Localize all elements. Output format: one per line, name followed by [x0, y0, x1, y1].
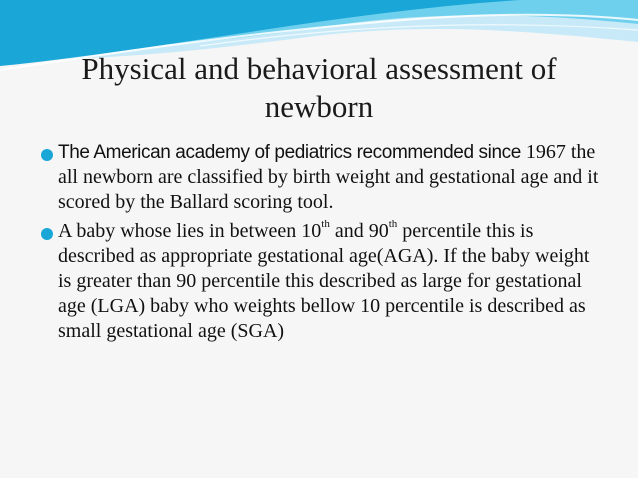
- bullet-dot-icon: [41, 228, 53, 240]
- bullet-1-text: 1967 the all newborn are classified by birth weight and gestational age and it scored by the Ballard scoring tool.: [58, 141, 599, 213]
- bullet-2-text-part2: and 90: [329, 220, 389, 242]
- bullet-item-gestational-age: [42, 219, 602, 344]
- bullet-2-sup1: th: [321, 218, 330, 231]
- bullet-1-lead: The American academy of pediatrics recommended since: [58, 142, 521, 163]
- bullet-2-sup2: th: [388, 218, 398, 231]
- bullet-2-text-part1: A baby whose lies in between 10: [58, 220, 322, 242]
- slide-title-line1: Physical and behavioral assessment of: [81, 51, 557, 86]
- bullet-dot-icon: [41, 149, 53, 161]
- slide-title: [20, 50, 618, 126]
- slide-title-line2: newborn: [264, 89, 374, 124]
- bullet-2-text-part3: percentile this is described as appropriate gestational age(AGA). If the baby weight is greater than 90 percentile this described as large for gestational age (LGA) baby who weights bellow 10 percentile is described as small gestational age (SGA): [58, 220, 590, 342]
- bullet-item-classification: [42, 140, 602, 215]
- bullet-list: [42, 140, 602, 348]
